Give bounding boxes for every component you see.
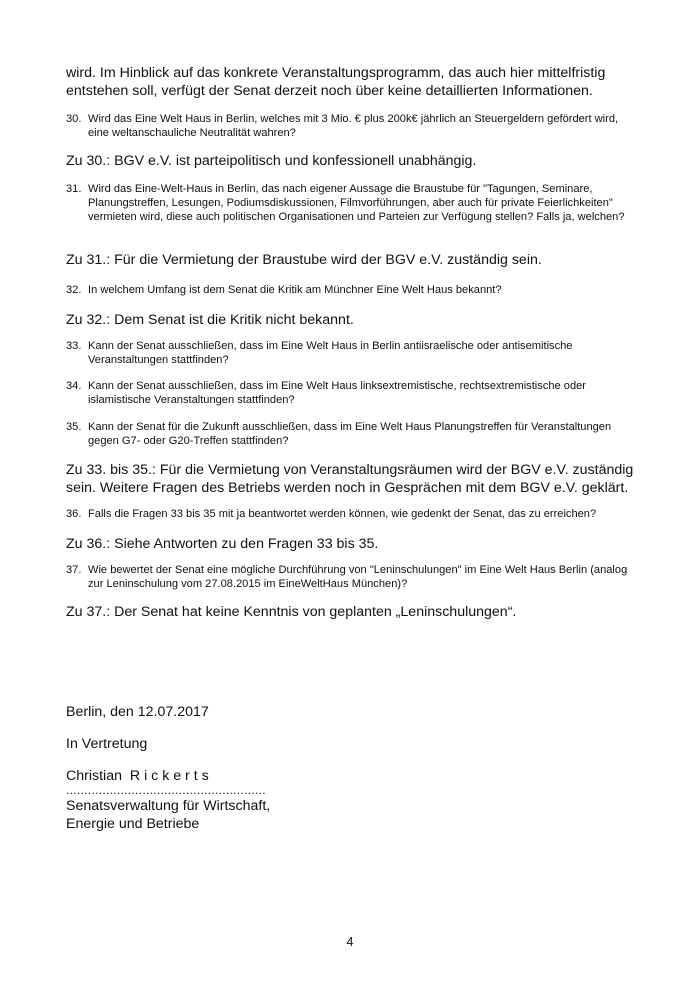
- answer-33-35: Zu 33. bis 35.: Für die Vermietung von Veranstaltungsräumen wird der BGV e.V. zuständig sein. Weitere Fragen des Betriebs werden noch in Gesprächen mit dem BGV e.V. geklärt.: [66, 462, 634, 496]
- answer-30: Zu 30.: BGV e.V. ist parteipolitisch und konfessionell unabhängig.: [66, 153, 477, 169]
- question-number: 35.: [66, 421, 82, 433]
- question-32: [66, 283, 638, 297]
- question-text: Falls die Fragen 33 bis 35 mit ja beantwortet werden können, wie gedenkt der Senat, das zu erreichen?: [88, 508, 597, 520]
- place-date: Berlin, den 12.07.2017: [66, 704, 209, 720]
- question-text: Wird das Eine-Welt-Haus in Berlin, das nach eigener Aussage die Braustube für "Tagungen, Seminare, Planungstreffen, Lesungen, Podiumsdiskussionen, Filmvorführungen, aber auch für private Feierlichkeiten" vermieten wird, diese auch politischen Organisationen und Parteien zur Verfügung stellen? Falls ja, welchen?: [88, 183, 625, 223]
- question-number: 31.: [66, 183, 82, 195]
- question-number: 30.: [66, 113, 82, 125]
- page-number: 4: [346, 935, 354, 949]
- question-number: 37.: [66, 564, 82, 576]
- department-line-2: Energie und Betriebe: [66, 816, 200, 832]
- question-31: [66, 182, 638, 224]
- question-number: 32.: [66, 284, 82, 296]
- question-33: [66, 339, 638, 367]
- answer-32: Zu 32.: Dem Senat ist die Kritik nicht bekannt.: [66, 312, 354, 328]
- question-text: In welchem Umfang ist dem Senat die Kritik am Münchner Eine Welt Haus bekannt?: [88, 284, 502, 296]
- department-line-1: Senatsverwaltung für Wirtschaft,: [66, 798, 271, 814]
- signature-dots-line: .......................................................: [66, 783, 266, 797]
- signatory-last-name: R i c k e r t s: [129, 768, 209, 784]
- in-vertretung: In Vertretung: [66, 736, 148, 752]
- question-number: 33.: [66, 340, 82, 352]
- question-text: Wird das Eine Welt Haus in Berlin, welches mit 3 Mio. € plus 200k€ jährlich an Steuergeldern gefördert wird, eine weltanschauliche Neutralität wahren?: [88, 113, 619, 139]
- answer-37: Zu 37.: Der Senat hat keine Kenntnis von geplanten „Leninschulungen“.: [66, 604, 517, 620]
- question-text: Kann der Senat ausschließen, dass im Eine Welt Haus linksextremistische, rechtsextremistische oder islamistische Veranstaltungen stattfinden?: [88, 380, 586, 406]
- question-36: [66, 507, 638, 521]
- question-text: Kann der Senat ausschließen, dass im Eine Welt Haus in Berlin antiisraelische oder antisemitische Veranstaltungen stattfinden?: [88, 340, 573, 366]
- answer-36: Zu 36.: Siehe Antworten zu den Fragen 33 bis 35.: [66, 536, 379, 552]
- question-35: [66, 420, 638, 448]
- question-37: [66, 563, 638, 591]
- question-34: [66, 379, 638, 407]
- answer-31: Zu 31.: Für die Vermietung der Braustube wird der BGV e.V. zuständig sein.: [66, 252, 542, 268]
- question-text: Wie bewertet der Senat eine mögliche Durchführung von "Leninschulungen" im Eine Welt Haus Berlin (analog zur Leninschulung vom 27.08.2015 im EineWeltHaus München)?: [88, 564, 628, 590]
- question-number: 36.: [66, 508, 82, 520]
- intro-paragraph: wird. Im Hinblick auf das konkrete Veranstaltungsprogramm, das auch hier mittelfristig entstehen soll, verfügt der Senat derzeit noch über keine detaillierten Informationen.: [66, 65, 606, 99]
- question-30: [66, 112, 638, 140]
- signatory-first-name: Christian: [66, 768, 122, 784]
- question-number: 34.: [66, 380, 82, 392]
- question-text: Kann der Senat für die Zukunft ausschließen, dass im Eine Welt Haus Planungstreffen für Veranstaltungen gegen G7- oder G20-Treffen stattfinden?: [88, 421, 612, 447]
